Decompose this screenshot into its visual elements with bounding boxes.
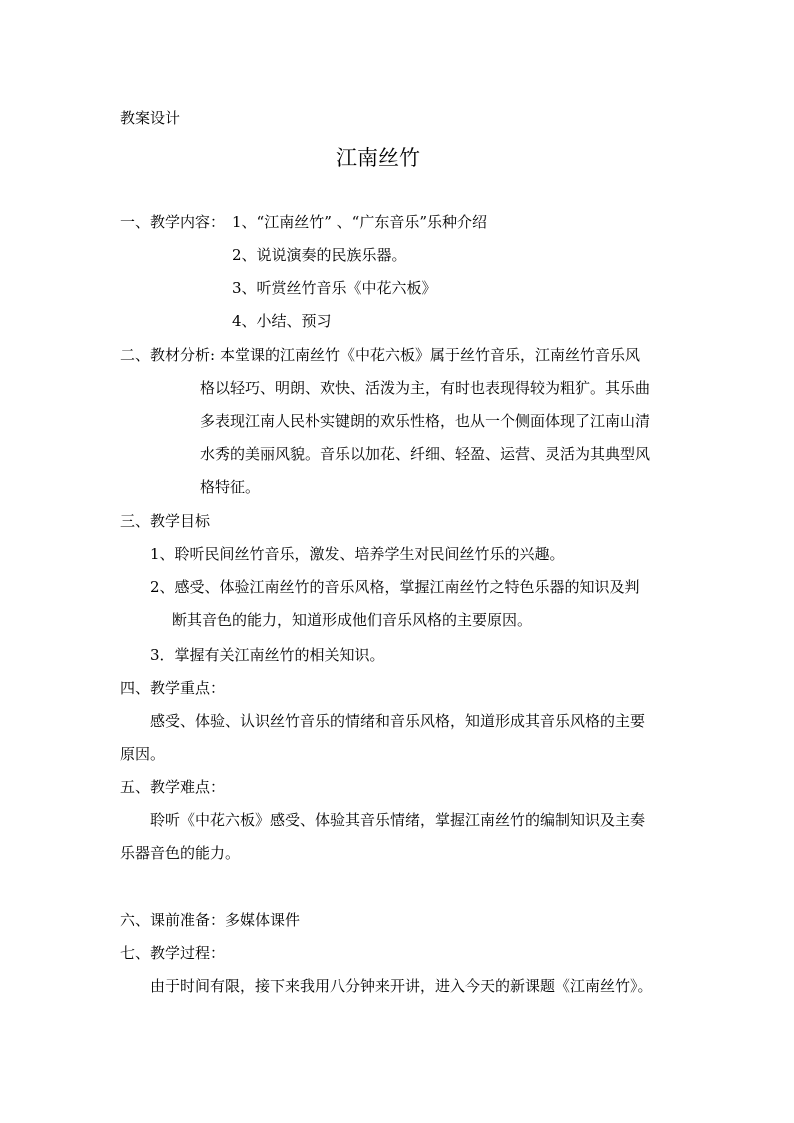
section-1-item-3: 3、听赏丝竹音乐《中花六板》 [232, 279, 437, 297]
section-2-line-2: 格以轻巧、明朗、欢快、活泼为主，有时也表现得较为粗犷。其乐曲 [200, 379, 651, 397]
section-7-heading: 七、教学过程： [120, 944, 226, 962]
section-1-item-1: 1、“江南丝竹” 、“广东音乐”乐种介绍 [232, 213, 487, 231]
section-4-heading: 四、教学重点： [120, 679, 226, 697]
section-3-line-2: 2、感受、体验江南丝竹的音乐风格，掌握江南丝竹之特色乐器的知识及判 [150, 578, 640, 596]
doc-title: 江南丝竹 [336, 146, 420, 170]
section-1-item-4: 4、小结、预习 [232, 312, 332, 330]
section-3-line-4: 3．掌握有关江南丝竹的相关知识。 [150, 646, 385, 664]
section-1-item-2: 2、说说演奏的民族乐器。 [232, 246, 407, 264]
doc-header: 教案设计 [120, 109, 181, 127]
section-2-line-4: 水秀的美丽风貌。音乐以加花、纤细、轻盈、运营、灵活为其典型风 [200, 445, 651, 463]
section-5-heading: 五、教学难点： [120, 778, 226, 796]
section-3-line-1: 1、聆听民间丝竹音乐，激发、培养学生对民间丝竹乐的兴趣。 [150, 545, 565, 563]
section-7-line-1: 由于时间有限，接下来我用八分钟来开讲，进入今天的新课题《江南丝竹》。 [150, 977, 653, 995]
section-5-line-2: 乐器音色的能力。 [120, 844, 241, 862]
section-2-line-1: 本堂课的江南丝竹《中花六板》属于丝竹音乐，江南丝竹音乐风 [220, 346, 641, 364]
section-2-heading: 二、教材分析: [120, 346, 216, 364]
section-3-line-3: 断其音色的能力，知道形成他们音乐风格的主要原因。 [172, 611, 533, 629]
section-1-heading: 一、教学内容： [120, 213, 226, 231]
section-4-line-1: 感受、体验、认识丝竹音乐的情绪和音乐风格，知道形成其音乐风格的主要 [150, 712, 646, 730]
section-4-line-2: 原因。 [120, 745, 166, 763]
section-3-heading: 三、教学目标 [120, 512, 211, 530]
section-5-line-1: 聆听《中花六板》感受、体验其音乐情绪，掌握江南丝竹的编制知识及主奏 [150, 811, 646, 829]
section-2-line-5: 格特征。 [200, 478, 261, 496]
section-2-line-3: 多表现江南人民朴实键朗的欢乐性格，也从一个侧面体现了江南山清 [200, 412, 651, 430]
section-6-heading: 六、课前准备：多媒体课件 [120, 911, 301, 929]
